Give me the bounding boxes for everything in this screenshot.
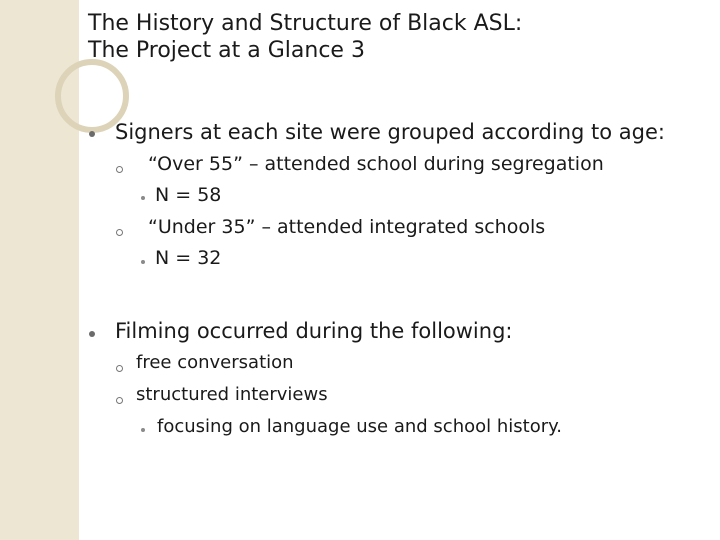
bullet-text: Filming occurred during the following:: [115, 319, 513, 343]
sub-sub-bullet-text: focusing on language use and school history.: [157, 416, 562, 437]
sub-bullet-marker: [116, 365, 123, 372]
bullet-text: Signers at each site were grouped according to age:: [115, 120, 665, 144]
sub-sub-bullet-text: N = 58: [155, 184, 222, 206]
sub-bullet-text: structured interviews: [136, 384, 328, 405]
bullet-marker: [89, 331, 95, 337]
sub-sub-bullet-marker: [141, 260, 145, 264]
bullet-marker: [89, 131, 95, 137]
sub-sub-bullet-marker: [141, 428, 145, 432]
sub-bullet-text: “Over 55” – attended school during segregation: [148, 153, 604, 175]
sub-sub-bullet-marker: [141, 196, 145, 200]
sub-bullet-text: “Under 35” – attended integrated schools: [148, 216, 546, 238]
sub-sub-bullet-text: N = 32: [155, 247, 222, 269]
sub-bullet-text: free conversation: [136, 352, 294, 373]
sub-bullet-marker: [116, 397, 123, 404]
slide-title-line-1: The History and Structure of Black ASL:: [88, 11, 523, 36]
sub-bullet-marker: [116, 166, 123, 173]
sub-bullet-marker: [116, 229, 123, 236]
slide-title-line-2: The Project at a Glance 3: [88, 38, 365, 63]
